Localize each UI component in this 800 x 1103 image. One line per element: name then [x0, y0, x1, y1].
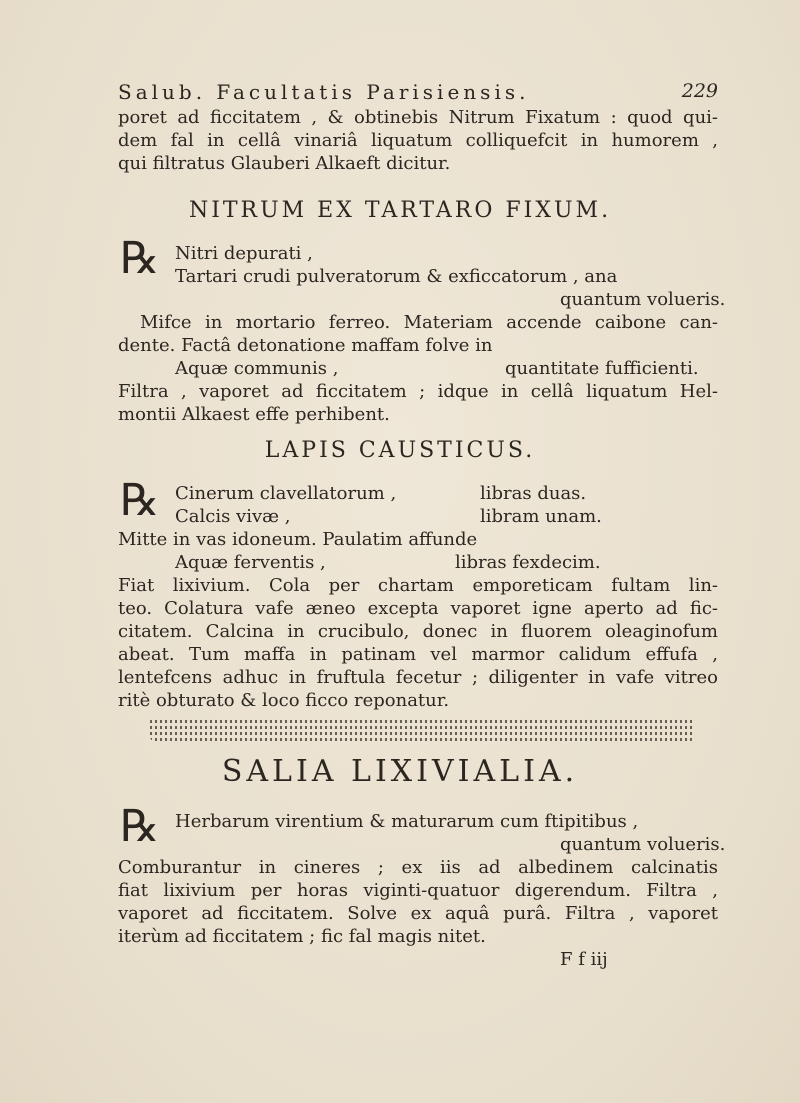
recipe-symbol: ℞ — [120, 801, 160, 852]
intro-line: poret ad ficcitatem , & obtinebis Nitrum Fixatum : quod qui- — [118, 107, 718, 128]
recipe-line: Cinerum clavellatorum , — [175, 483, 397, 504]
recipe-line: Aquæ communis , — [175, 358, 339, 379]
recipe-line: teo. Colatura vafe æneo excepta vaporet igne aperto ad fic- — [118, 598, 718, 619]
recipe-quantity: libras duas. — [480, 483, 587, 504]
signature-mark: F f iij — [560, 949, 608, 970]
section-title-nitrum: NITRUM EX TARTARO FIXUM. — [188, 198, 612, 223]
recipe-line: Fiat lixivium. Cola per chartam emporeticam fultam lin- — [118, 575, 718, 596]
recipe-line: Nitri depurati , — [175, 243, 313, 264]
recipe-quantity: quantitate fufficienti. — [505, 358, 699, 379]
recipe-quantity: libras fexdecim. — [455, 552, 601, 573]
recipe-line: ritè obturato & loco ficco reponatur. — [118, 690, 450, 711]
recipe-line: Mitte in vas idoneum. Paulatim affunde — [118, 529, 478, 550]
section-title-salia: SALIA LIXIVIALIA. — [221, 754, 579, 789]
running-header — [118, 80, 718, 104]
running-title: Salub. Facultatis Parisiensis. — [118, 80, 530, 104]
recipe-line: abeat. Tum maffa in patinam vel marmor calidum effufa , — [118, 644, 718, 665]
recipe-line: Mifce in mortario ferreo. Materiam accende caibone can- — [140, 312, 718, 333]
recipe-line: quantum volueris. — [560, 289, 726, 310]
recipe-quantity: quantum volueris. — [560, 834, 726, 855]
page-number: 229 — [681, 80, 718, 102]
recipe-line: Tartari crudi pulveratorum & exficcatorum , ana — [175, 266, 618, 287]
recipe-line: fiat lixivium per horas viginti-quatuor digerendum. Filtra , — [118, 880, 718, 901]
recipe-line: lentefcens adhuc in fruftula fecetur ; diligenter in vafe vitreo — [118, 667, 718, 688]
recipe-line: Herbarum virentium & maturarum cum ftipitibus , — [175, 811, 639, 832]
section-title-lapis: LAPIS CAUSTICUS. — [264, 438, 536, 463]
recipe-symbol: ℞ — [120, 233, 160, 284]
recipe-line: montii Alkaest effe perhibent. — [118, 404, 390, 425]
recipe-line: Comburantur in cineres ; ex iis ad albedinem calcinatis — [118, 857, 718, 878]
ornamental-border — [150, 717, 695, 741]
recipe-line: iterùm ad ficcitatem ; fic fal magis nitet. — [118, 926, 486, 947]
recipe-line: Calcis vivæ , — [175, 506, 291, 527]
recipe-line: vaporet ad ficcitatem. Solve ex aquâ purâ. Filtra , vaporet — [118, 903, 718, 924]
recipe-line: dente. Factâ detonatione maffam folve in — [118, 335, 493, 356]
recipe-line: Aquæ ferventis , — [175, 552, 326, 573]
recipe-line: citatem. Calcina in crucibulo, donec in fluorem oleaginofum — [118, 621, 718, 642]
intro-line: qui filtratus Glauberi Alkaeft dicitur. — [118, 153, 451, 174]
recipe-line: Filtra , vaporet ad ficcitatem ; idque in cellâ liquatum Hel- — [118, 381, 718, 402]
recipe-quantity: libram unam. — [480, 506, 602, 527]
intro-line: dem fal in cellâ vinariâ liquatum colliquefcit in humorem , — [118, 130, 718, 151]
recipe-symbol: ℞ — [120, 475, 160, 526]
